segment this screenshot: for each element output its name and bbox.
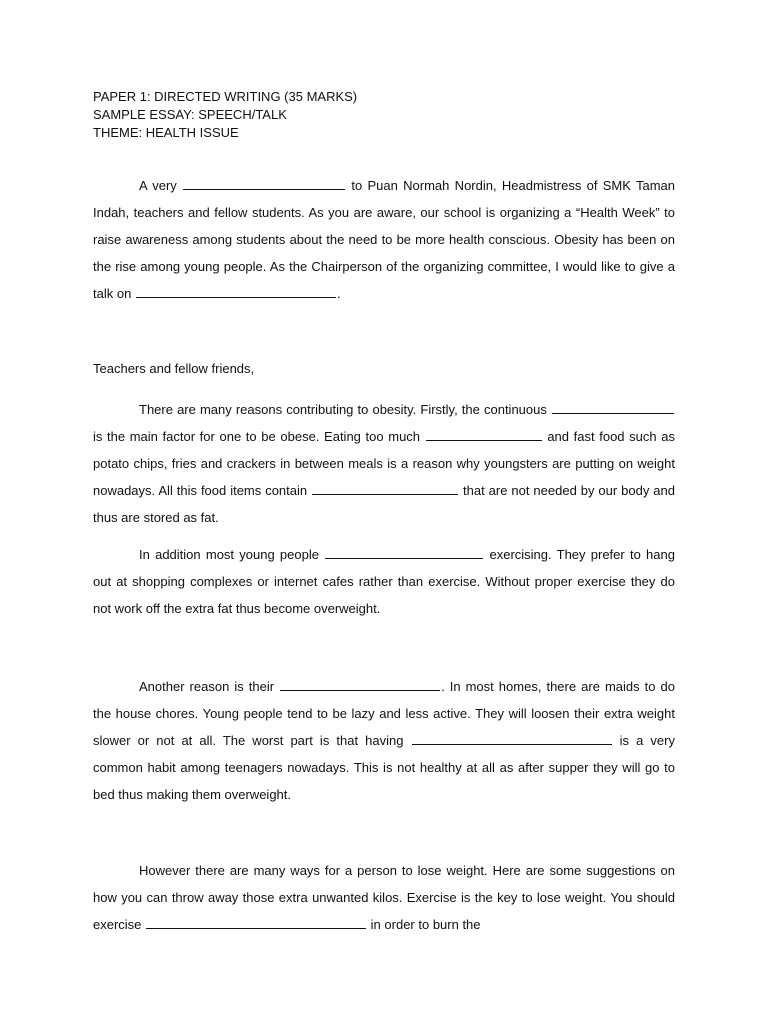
exercise-paragraph bbox=[93, 541, 675, 622]
reasons-text-3: and fast food such as potato chips, fries and crackers in between meals is a reason why youngsters are putting on weight nowadays. All this food items contain bbox=[93, 429, 675, 498]
lifestyle-paragraph bbox=[93, 673, 675, 808]
exercise-text-2: exercising. They prefer to hang out at shopping complexes or internet cafes rather than exercise. Without proper exercise they do not work off the extra fat thus become overweight. bbox=[93, 547, 675, 616]
lifestyle-text-1: Another reason is their bbox=[139, 679, 275, 694]
reasons-text-2: is the main factor for one to be obese. Eating too much bbox=[93, 429, 421, 444]
blank-exercise-habit bbox=[325, 546, 483, 559]
document-header bbox=[93, 88, 683, 142]
reasons-text-1: There are many reasons contributing to obesity. Firstly, the continuous bbox=[139, 402, 547, 417]
blank-talk-title bbox=[136, 285, 336, 298]
essay-type: SAMPLE ESSAY: SPEECH/TALK bbox=[93, 107, 287, 122]
solutions-text-1: However there are many ways for a person to lose weight. Here are some suggestions on how you can throw away those extra unwanted kilos. Exercise is the key to lose weight. You should exercise bbox=[93, 863, 675, 932]
essay-theme: THEME: HEALTH ISSUE bbox=[93, 125, 239, 140]
exercise-text-1: In addition most young people bbox=[139, 547, 319, 562]
intro-paragraph bbox=[93, 172, 675, 307]
blank-habit bbox=[412, 732, 612, 745]
greeting-line: Teachers and fellow friends, bbox=[93, 361, 255, 376]
blank-greeting-word bbox=[183, 177, 345, 190]
blank-food-content bbox=[312, 482, 458, 495]
reasons-text-4: that are not needed by our body and thus are stored as fat. bbox=[93, 483, 675, 525]
blank-exercise-frequency bbox=[146, 916, 366, 929]
blank-main-factor bbox=[552, 401, 674, 414]
intro-text-2: to Puan Normah Nordin, Headmistress of SMK Taman Indah, teachers and fellow students. As you are aware, our school is organizing a “Health Week” to raise awareness among students about the need to be more health conscious. Obesity has been on the rise among young people. As the Chairperson of the organizing committee, I would like to give a talk on bbox=[93, 178, 675, 301]
blank-lifestyle bbox=[280, 678, 440, 691]
solutions-paragraph bbox=[93, 857, 675, 938]
lifestyle-text-3: is a very common habit among teenagers nowadays. This is not healthy at all as after supper they will go to bed thus making them overweight. bbox=[93, 733, 675, 802]
intro-text-3: . bbox=[336, 286, 341, 301]
solutions-text-2: in order to burn the bbox=[370, 917, 481, 932]
paper-title: PAPER 1: DIRECTED WRITING (35 MARKS) bbox=[93, 89, 358, 104]
reasons-paragraph bbox=[93, 396, 675, 531]
blank-food-type bbox=[426, 428, 542, 441]
intro-text-1: A very bbox=[139, 178, 177, 193]
lifestyle-text-2: . In most homes, there are maids to do the house chores. Young people tend to be lazy and less active. They will loosen their extra weight slower or not at all. The worst part is that having bbox=[93, 679, 675, 748]
